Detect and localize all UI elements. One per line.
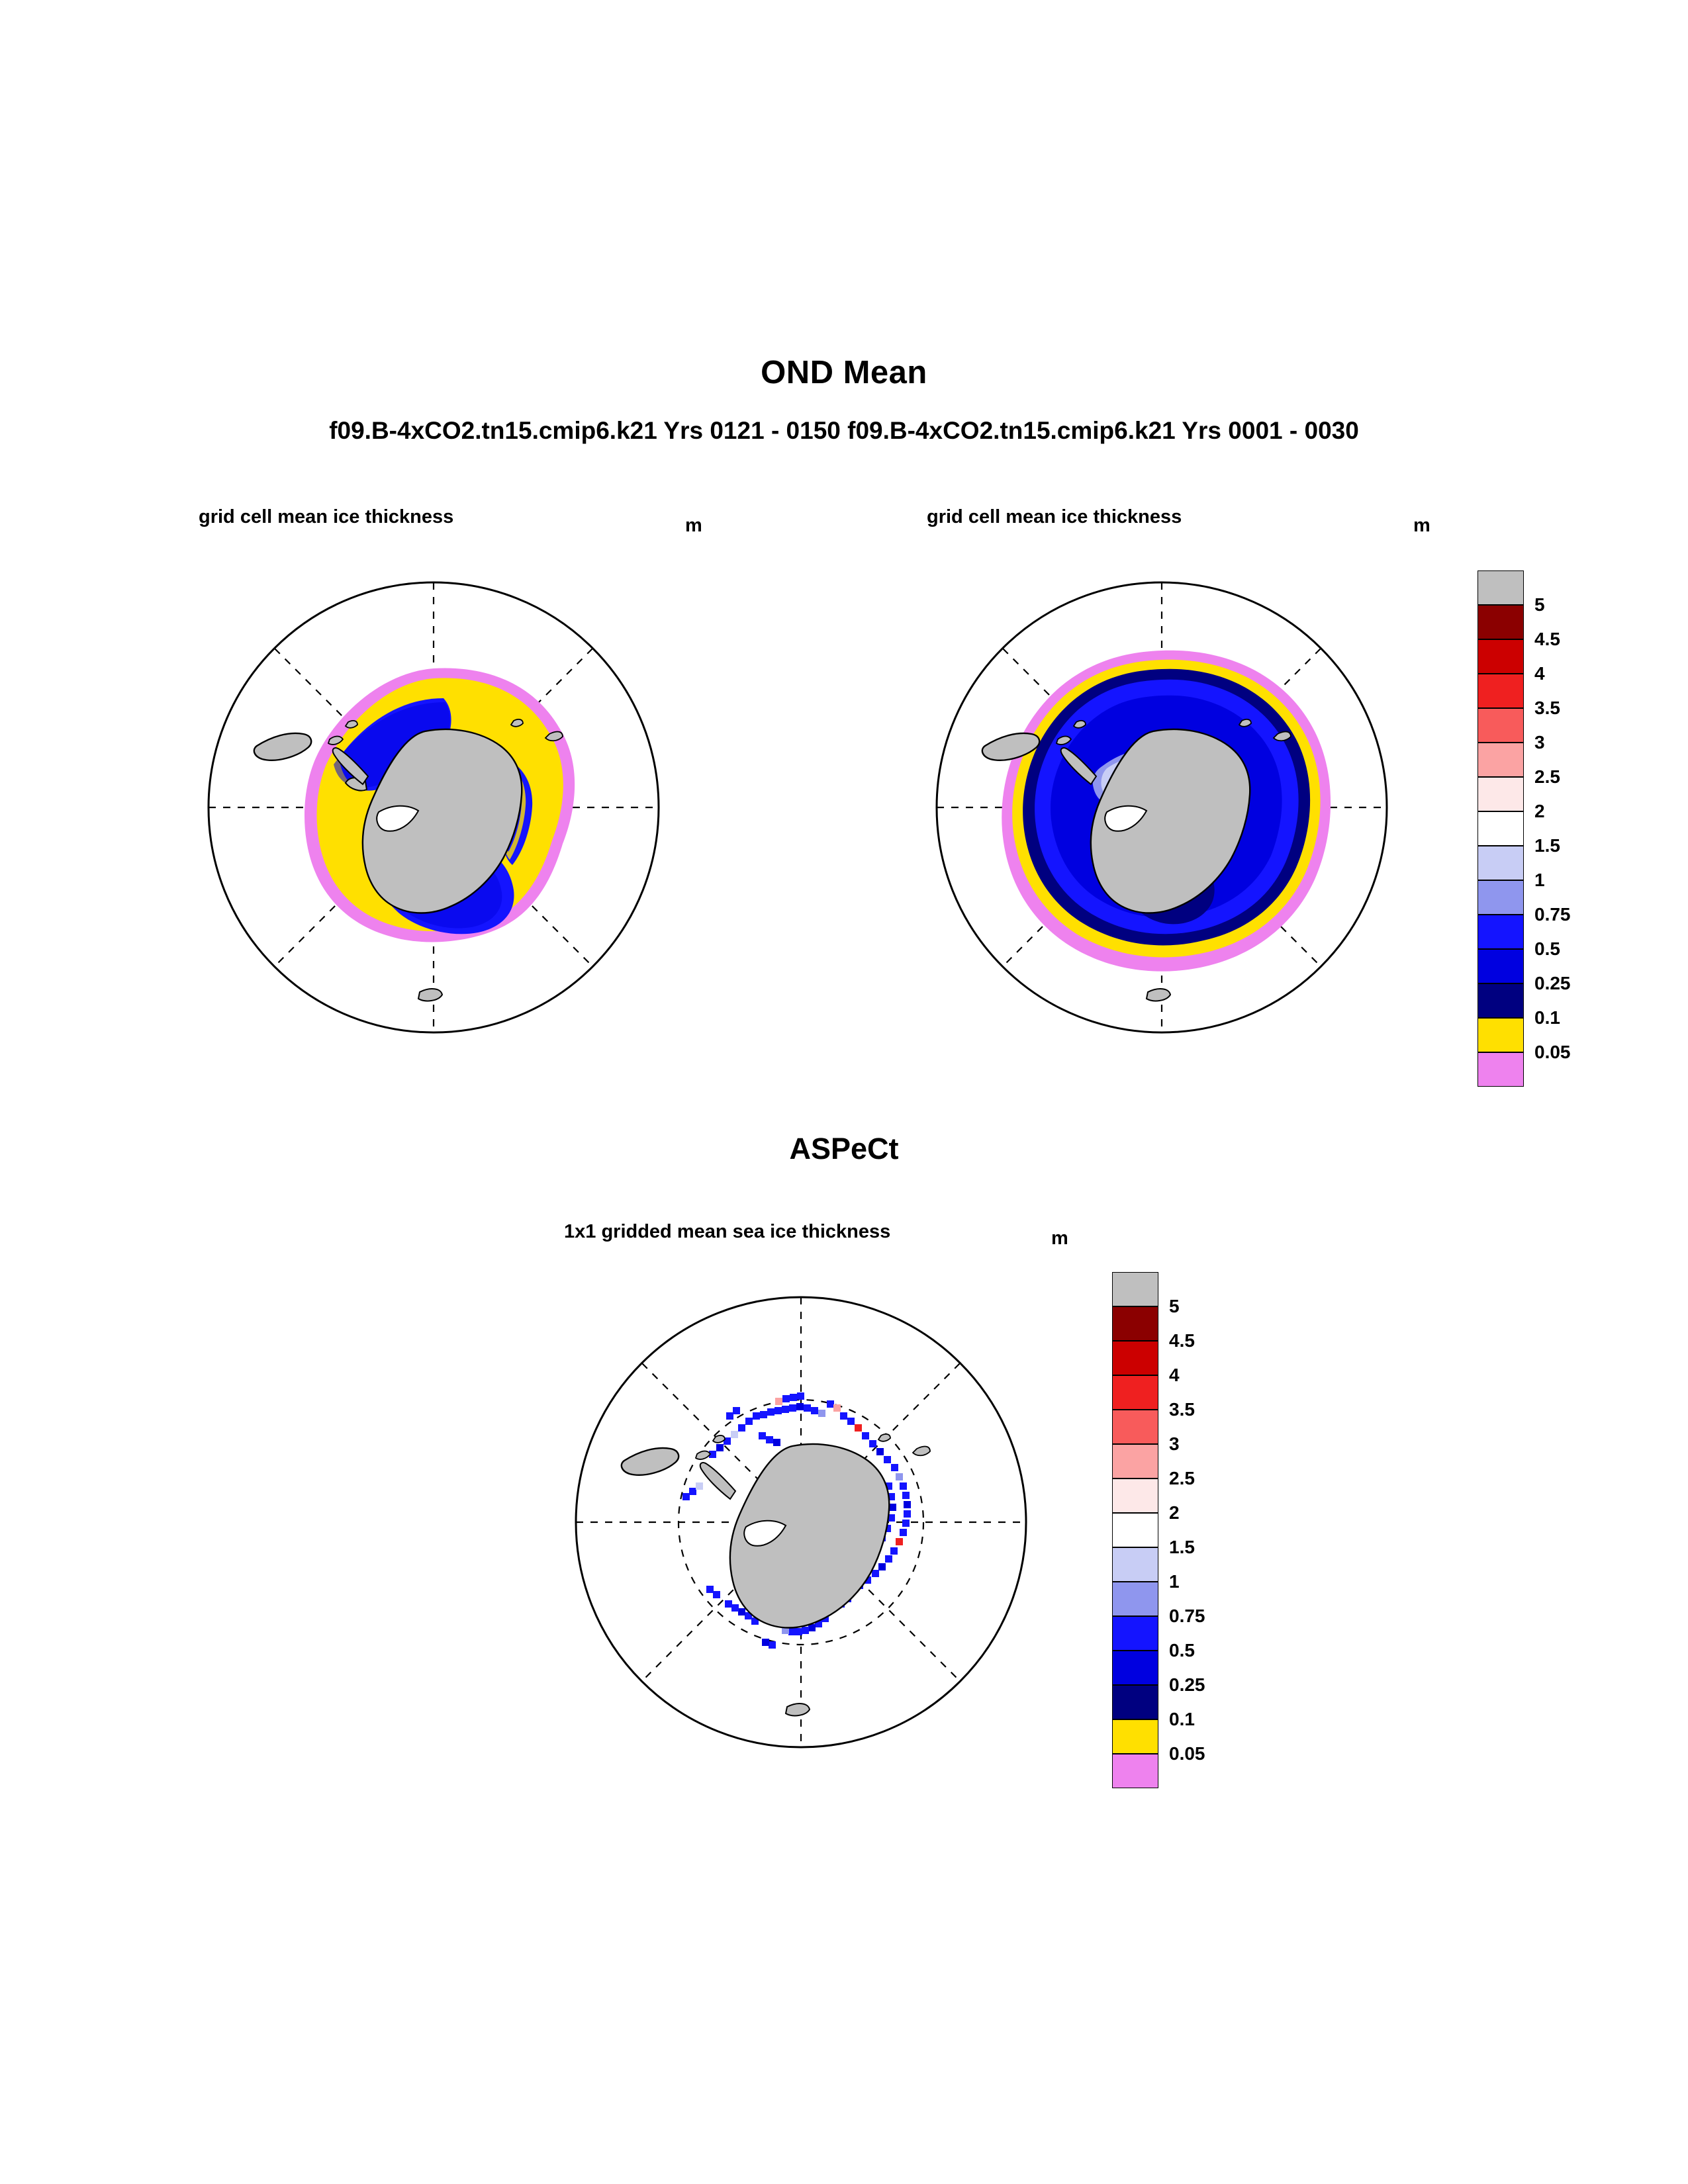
colorbar-aspect-swatch (1112, 1513, 1158, 1547)
colorbar-aspect-swatch (1112, 1444, 1158, 1479)
colorbar-top-tick-label: 1.5 (1534, 835, 1560, 856)
page-title: OND Mean (761, 355, 927, 390)
colorbar-aspect-swatch (1112, 1547, 1158, 1582)
colorbar-top-tick-label: 4 (1534, 663, 1545, 684)
colorbar-aspect-swatch (1112, 1375, 1158, 1410)
panel-right-title: grid cell mean ice thickness (927, 506, 1182, 527)
colorbar-top-swatch (1477, 777, 1524, 811)
colorbar-aspect-swatch (1112, 1306, 1158, 1341)
colorbar-aspect-tick-label: 3 (1169, 1433, 1180, 1454)
colorbar-top-swatch (1477, 605, 1524, 639)
figure-subtitle: f09.B-4xCO2.tn15.cmip6.k21 Yrs 0121 - 0150 f09.B-4xCO2.tn15.cmip6.k21 Yrs 0001 - 0030 (329, 417, 1359, 444)
colorbar-aspect-tick-label: 4 (1169, 1365, 1180, 1385)
colorbar-aspect-swatch (1112, 1651, 1158, 1685)
colorbar-top-swatch (1477, 639, 1524, 674)
colorbar-aspect-swatch (1112, 1479, 1158, 1513)
colorbar-top-swatch (1477, 880, 1524, 915)
colorbar-top-swatch (1477, 846, 1524, 880)
colorbar-aspect-tick-label: 0.5 (1169, 1640, 1195, 1661)
colorbar-top-swatch (1477, 674, 1524, 708)
colorbar-top-tick-label: 1 (1534, 870, 1545, 890)
colorbar-aspect-swatch (1112, 1616, 1158, 1651)
colorbar-top-swatch (1477, 708, 1524, 743)
panel-right-units: m (1413, 515, 1430, 536)
panel-left-title: grid cell mean ice thickness (199, 506, 454, 527)
colorbar-top-tick-label: 2.5 (1534, 766, 1560, 787)
map-panel-aspect (559, 1271, 1043, 1774)
colorbar-top-swatch (1477, 949, 1524, 983)
colorbar-top-swatch (1477, 915, 1524, 949)
panel-aspect-units: m (1051, 1228, 1068, 1249)
colorbar-aspect-tick-label: 4.5 (1169, 1330, 1195, 1351)
colorbar-aspect-tick-label: 1 (1169, 1571, 1180, 1592)
colorbar-top-tick-label: 3 (1534, 732, 1545, 752)
colorbar-top-swatch (1477, 570, 1524, 605)
colorbar-top-tick-label: 5 (1534, 594, 1545, 615)
colorbar-aspect-swatch (1112, 1272, 1158, 1306)
colorbar-top-tick-label: 0.5 (1534, 938, 1560, 959)
colorbar-aspect-tick-label: 0.25 (1169, 1674, 1205, 1695)
colorbar-top-swatch (1477, 811, 1524, 846)
colorbar-top-swatch (1477, 743, 1524, 777)
colorbar-top-tick-label: 4.5 (1534, 629, 1560, 649)
colorbar-aspect-tick-label: 0.1 (1169, 1709, 1195, 1729)
colorbar-top-swatch (1477, 1018, 1524, 1052)
colorbar-aspect (1112, 1272, 1284, 1795)
colorbar-top-tick-label: 3.5 (1534, 698, 1560, 718)
colorbar-aspect-swatch (1112, 1685, 1158, 1719)
colorbar-aspect-swatch (1112, 1341, 1158, 1375)
panel-aspect-title: 1x1 gridded mean sea ice thickness (564, 1221, 891, 1242)
colorbar-aspect-swatch (1112, 1582, 1158, 1616)
colorbar-aspect-tick-label: 2.5 (1169, 1468, 1195, 1488)
colorbar-aspect-swatch (1112, 1719, 1158, 1754)
colorbar-top-swatch (1477, 1052, 1524, 1087)
colorbar-top-tick-label: 0.05 (1534, 1042, 1571, 1062)
colorbar-aspect-swatch (1112, 1754, 1158, 1788)
colorbar-aspect-tick-label: 0.75 (1169, 1606, 1205, 1626)
colorbar-aspect-tick-label: 3.5 (1169, 1399, 1195, 1420)
colorbar-top-tick-label: 0.75 (1534, 904, 1571, 925)
colorbar-top-swatch (1477, 983, 1524, 1018)
colorbar-aspect-swatch (1112, 1410, 1158, 1444)
aspect-section-title: ASPeCt (789, 1132, 899, 1165)
colorbar-top-tick-label: 0.1 (1534, 1007, 1560, 1028)
colorbar-aspect-tick-label: 2 (1169, 1502, 1180, 1523)
colorbar-aspect-tick-label: 1.5 (1169, 1537, 1195, 1557)
colorbar-aspect-tick-label: 5 (1169, 1296, 1180, 1316)
colorbar-aspect-tick-label: 0.05 (1169, 1743, 1205, 1764)
panel-left-units: m (685, 515, 702, 536)
map-panel-left (192, 566, 675, 1049)
colorbar-top (1477, 570, 1650, 1093)
colorbar-top-tick-label: 0.25 (1534, 973, 1571, 993)
map-panel-right (920, 566, 1403, 1049)
colorbar-top-tick-label: 2 (1534, 801, 1545, 821)
